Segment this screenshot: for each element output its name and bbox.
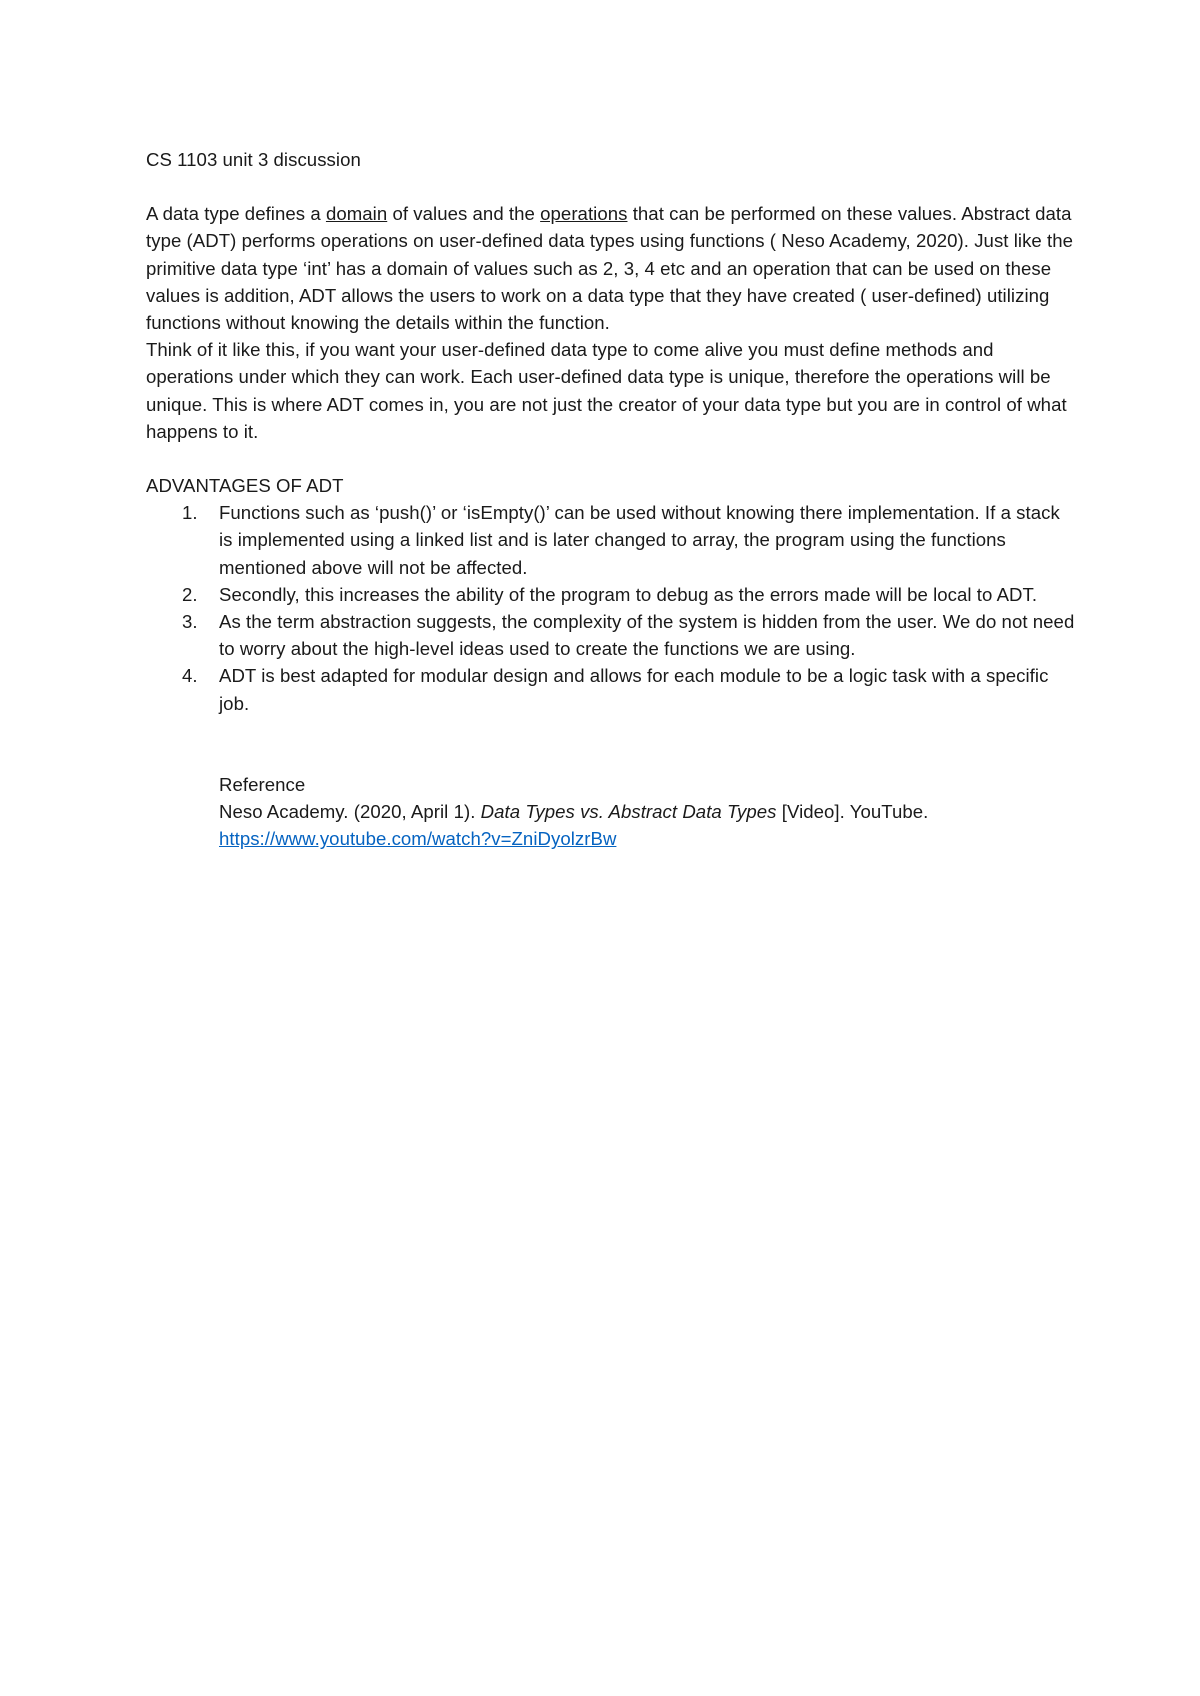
paragraph-definition [146, 200, 1076, 336]
list-item-number: 3. [182, 611, 198, 633]
citation-prefix: Neso Academy. (2020, April 1). [219, 801, 481, 823]
citation-suffix: [Video]. YouTube. [776, 801, 929, 823]
advantages-list [146, 499, 1076, 717]
text-run: of values and the [387, 203, 541, 225]
list-item [146, 608, 1076, 662]
list-item-number: 2. [182, 583, 198, 605]
text-run: that can be performed on these values. Abstract data type (ADT) performs operations on user-defined data types using functions ( Neso Academy, 2020). Just like the primitive data type ‘int’ has a domain of values such as 2, 3, 4 etc and an operation that can be used on these values is addition, ADT allows the users to work on a data type that they have created ( user-defined) utilizing functions without knowing the details within the function. [146, 203, 1074, 334]
advantages-heading: ADVANTAGES OF ADT [146, 475, 344, 497]
list-item-text: Secondly, this increases the ability of the program to debug as the errors made will be local to ADT. [219, 583, 1038, 605]
reference-heading: Reference [219, 773, 306, 795]
list-item-text: Functions such as ‘push()’ or ‘isEmpty()’ can be used without knowing there implementation. If a stack is implemented using a linked list and is later changed to array, the program using the functions mentioned above will not be affected. [219, 502, 1060, 578]
list-item-number: 4. [182, 665, 198, 687]
document-body [146, 146, 1076, 852]
list-item-text: As the term abstraction suggests, the complexity of the system is hidden from the user. We do not need to worry about the high-level ideas used to create the functions we are using. [219, 611, 1075, 660]
paragraph-analogy: Think of it like this, if you want your user-defined data type to come alive you must define methods and operations under which they can work. Each user-defined data type is unique, therefore the operations will be unique. This is where ADT comes in, you are not just the creator of your data type but you are in control of what happens to it. [146, 339, 1067, 442]
reference-citation [219, 798, 1076, 825]
reference-link[interactable]: https://www.youtube.com/watch?v=ZniDyolzrBw [219, 828, 617, 850]
list-item-text: ADT is best adapted for modular design and allows for each module to be a logic task with a specific job. [219, 665, 1049, 714]
list-item [146, 499, 1076, 581]
citation-title: Data Types vs. Abstract Data Types [480, 801, 777, 823]
list-item [146, 662, 1076, 716]
text-run: A data type defines a [146, 203, 326, 225]
list-item-number: 1. [182, 502, 198, 524]
document-title: CS 1103 unit 3 discussion [146, 149, 361, 170]
list-item [146, 581, 1076, 608]
underlined-domain: domain [325, 203, 388, 225]
reference-section [219, 771, 1076, 853]
underlined-operations: operations [540, 203, 628, 225]
